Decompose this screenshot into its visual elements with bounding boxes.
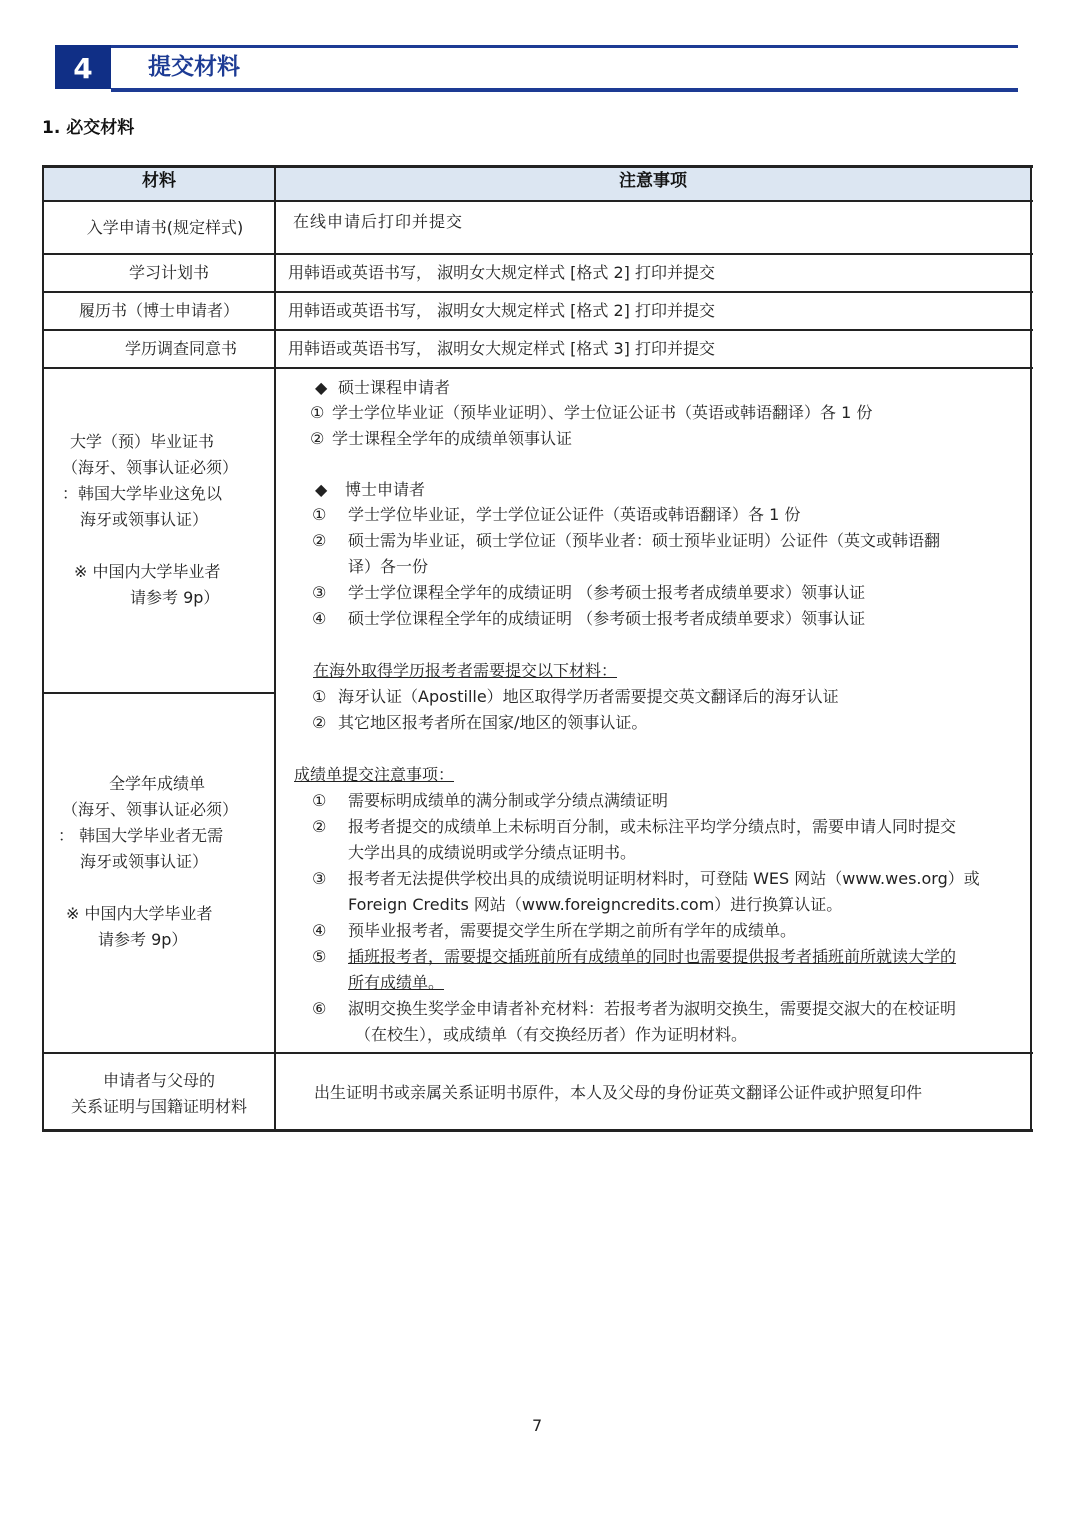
note-line: 学士课程全学年的成绩单领事认证 xyxy=(332,429,573,448)
note-line: 海牙认证（Apostille）地区取得学历者需要提交英文翻译后的海牙认证 xyxy=(338,687,839,706)
note-cell: 出生证明书或亲属关系证明书原件，本人及父母的身份证英文翻译公证件或护照复印件 xyxy=(314,1083,923,1102)
material-line: 请参考 9p） xyxy=(130,588,220,607)
list-marker: ⑥ xyxy=(312,999,327,1018)
page-number: 7 xyxy=(532,1416,543,1435)
material-cell: 入学申请书(规定样式) xyxy=(86,218,244,237)
row-divider xyxy=(42,329,1033,331)
material-line: ：韩国大学毕业这免以 xyxy=(62,484,223,503)
note-line: 学士学位毕业证，学士学位证公证件（英语或韩语翻译）各 1 份 xyxy=(348,505,801,524)
note-line: 硕士课程申请者 xyxy=(338,378,451,397)
header-material: 材料 xyxy=(142,171,176,191)
list-marker: ① xyxy=(312,505,327,524)
material-line: （海牙、领事认证必须） xyxy=(62,800,239,819)
material-line: 关系证明与国籍证明材料 xyxy=(70,1097,247,1116)
row-divider xyxy=(42,367,1033,369)
list-marker: ◆ xyxy=(315,480,328,499)
material-cell xyxy=(44,1068,274,1120)
row-divider xyxy=(42,1052,1033,1054)
row-divider xyxy=(42,253,1033,255)
list-marker: ⑤ xyxy=(312,947,327,966)
material-line: 申请者与父母的 xyxy=(102,1071,215,1090)
note-line: 报考者提交的成绩单上未标明百分制，或未标注平均学分绩点时，需要申请人同时提交 xyxy=(348,817,957,836)
note-line: 硕士学位课程全学年的成绩证明 （参考硕士报考者成绩单要求）领事认证 xyxy=(348,609,866,628)
material-cell: 履历书（博士申请者） xyxy=(78,301,239,320)
note-cell: 用韩语或英语书写， 淑明女大规定样式 [格式 2] 打印并提交 xyxy=(288,263,716,282)
header-notes: 注意事项 xyxy=(619,171,687,191)
section-title: 提交材料 xyxy=(148,54,240,80)
row-divider xyxy=(42,200,1033,202)
note-line: 插班报考者，需要提交插班前所有成绩单的同时也需要提供报考者插班前所就读大学的 xyxy=(348,947,957,966)
note-line: 报考者无法提供学校出具的成绩说明证明材料时，可登陆 WES 网站（www.wes.org）或 xyxy=(348,869,980,888)
table-border xyxy=(1030,165,1032,1132)
note-line: 其它地区报考者所在国家/地区的领事认证。 xyxy=(338,713,648,732)
material-line: 大学（预）毕业证书 xyxy=(70,432,215,451)
section-rule-top xyxy=(111,45,1018,48)
note-line: 大学出具的成绩说明或学分绩点证明书。 xyxy=(348,843,637,862)
note-cell: 用韩语或英语书写， 淑明女大规定样式 [格式 2] 打印并提交 xyxy=(288,301,716,320)
note-line: 所有成绩单。 xyxy=(348,973,445,992)
material-cell: 学习计划书 xyxy=(128,263,209,282)
column-divider xyxy=(274,165,276,1132)
material-line: 请参考 9p） xyxy=(98,930,188,949)
table-border xyxy=(42,1129,1033,1132)
note-line: 博士申请者 xyxy=(345,480,426,499)
note-cell: 用韩语或英语书写， 淑明女大规定样式 [格式 3] 打印并提交 xyxy=(288,339,716,358)
note-line: 学士学位课程全学年的成绩证明 （参考硕士报考者成绩单要求）领事认证 xyxy=(348,583,866,602)
list-marker: ④ xyxy=(312,921,327,940)
note-line: 学士学位毕业证（预毕业证明）、学士位证公证书（英语或韩语翻译）各 1 份 xyxy=(332,403,873,422)
material-line: ※ 中国内大学毕业者 xyxy=(66,904,213,923)
subheading: 1. 必交材料 xyxy=(42,118,135,138)
note-line: 预毕业报考者，需要提交学生所在学期之前所有学年的成绩单。 xyxy=(348,921,797,940)
note-line: Foreign Credits 网站（www.foreigncredits.com）进行换算认证。 xyxy=(348,895,843,914)
list-marker: ◆ xyxy=(315,378,328,397)
note-line: 在海外取得学历报考者需要提交以下材料： xyxy=(313,661,618,680)
material-line: （海牙、领事认证必须） xyxy=(62,458,239,477)
note-line: 译）各一份 xyxy=(348,557,429,576)
material-line: ※ 中国内大学毕业者 xyxy=(74,562,221,581)
list-marker: ① xyxy=(310,403,325,422)
list-marker: ② xyxy=(312,531,327,550)
list-marker: ③ xyxy=(312,869,327,888)
note-line: 淑明交换生奖学金申请者补充材料：若报考者为淑明交换生，需要提交淑大的在校证明 xyxy=(348,999,957,1018)
list-marker: ③ xyxy=(312,583,327,602)
row-divider xyxy=(42,291,1033,293)
note-line: 需要标明成绩单的满分制或学分绩点满绩证明 xyxy=(348,791,669,810)
material-line: 海牙或领事认证） xyxy=(80,852,209,871)
note-line: （在校生），或成绩单（有交换经历者）作为证明材料。 xyxy=(355,1025,748,1044)
list-marker: ② xyxy=(312,713,327,732)
material-line: 全学年成绩单 xyxy=(109,774,206,793)
section-rule-bottom xyxy=(111,88,1018,92)
list-marker: ① xyxy=(312,791,327,810)
note-line: 硕士需为毕业证，硕士学位证（预毕业者：硕士预毕业证明）公证件（英文或韩语翻 xyxy=(348,531,941,550)
material-cell: 学历调查同意书 xyxy=(124,339,237,358)
list-marker: ① xyxy=(312,687,327,706)
section-number: 4 xyxy=(55,45,111,89)
material-line: 海牙或领事认证） xyxy=(80,510,209,529)
list-marker: ② xyxy=(310,429,325,448)
row-divider xyxy=(42,692,276,694)
note-cell: 在线申请后打印并提交 xyxy=(293,212,464,231)
note-line: 成绩单提交注意事项： xyxy=(294,765,455,784)
material-line: ： 韩国大学毕业者无需 xyxy=(58,826,224,845)
list-marker: ② xyxy=(312,817,327,836)
list-marker: ④ xyxy=(312,609,327,628)
